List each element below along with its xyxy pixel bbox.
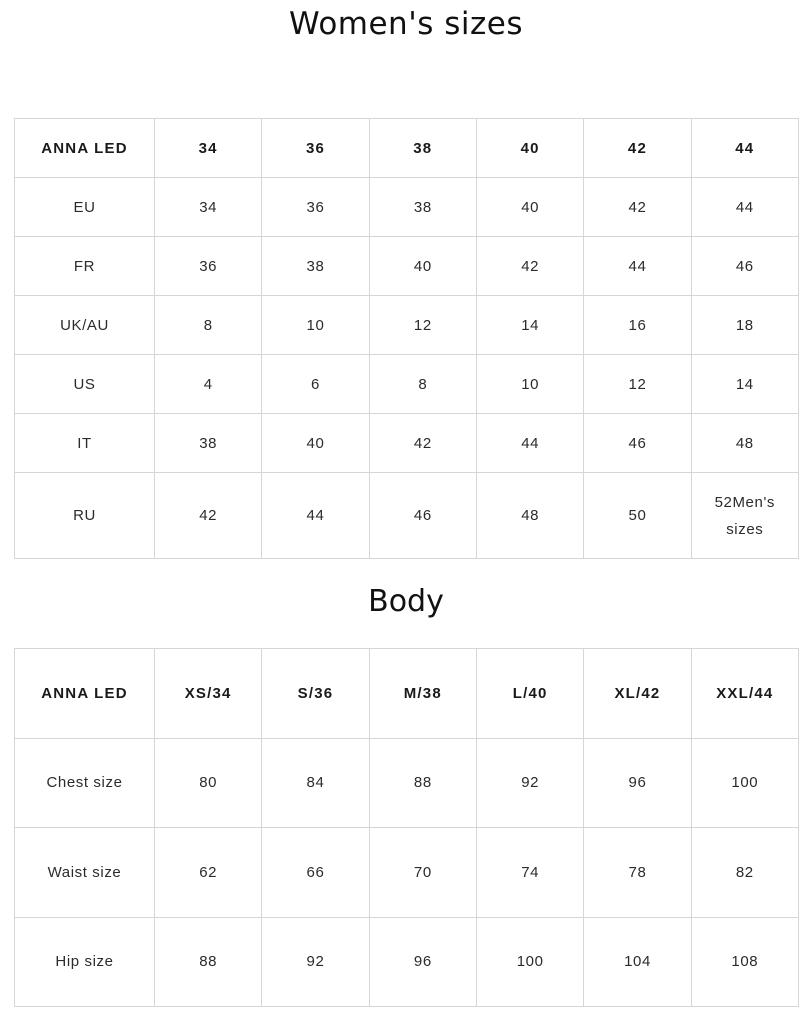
table-row [15, 178, 799, 237]
table-cell: 14 [476, 296, 583, 355]
table-cell: 42 [584, 178, 691, 237]
table-cell: 108 [691, 917, 798, 1007]
table-cell: 96 [369, 917, 476, 1007]
table-cell: 92 [262, 917, 369, 1007]
table-cell: 18 [691, 296, 798, 355]
table-cell: 44 [476, 414, 583, 473]
table-cell: 82 [691, 828, 798, 918]
body-measurements-title: Body [368, 584, 444, 619]
header-cell: ANNA LED [15, 649, 155, 739]
row-label-cell: UK/AU [15, 296, 155, 355]
header-cell: 44 [691, 119, 798, 178]
table-cell: 74 [476, 828, 583, 918]
women-sizes-title: Women's sizes [288, 6, 523, 42]
row-label-cell: Chest size [15, 738, 155, 828]
table-cell: 34 [155, 178, 262, 237]
table-cell: 46 [691, 237, 798, 296]
table-cell: 38 [262, 237, 369, 296]
table-row [15, 355, 799, 414]
table-cell: 46 [369, 473, 476, 559]
table-cell: 80 [155, 738, 262, 828]
table-cell: 44 [584, 237, 691, 296]
table-cell: 78 [584, 828, 691, 918]
table-cell: 66 [262, 828, 369, 918]
body-measurements-table [14, 648, 799, 1007]
table-row [15, 296, 799, 355]
table-cell: 44 [691, 178, 798, 237]
table-cell: 100 [476, 917, 583, 1007]
table-cell: 70 [369, 828, 476, 918]
table-cell: 92 [476, 738, 583, 828]
row-label-cell: IT [15, 414, 155, 473]
table-cell: 42 [369, 414, 476, 473]
table-cell: 38 [155, 414, 262, 473]
table-cell: 84 [262, 738, 369, 828]
header-cell: M/38 [369, 649, 476, 739]
women-sizes-table [14, 118, 799, 559]
table-cell: 104 [584, 917, 691, 1007]
header-cell: 36 [262, 119, 369, 178]
header-cell: 42 [584, 119, 691, 178]
row-label-cell: US [15, 355, 155, 414]
table-cell: 52Men's sizes [691, 473, 798, 559]
table-row [15, 237, 799, 296]
header-cell: XS/34 [155, 649, 262, 739]
row-label-cell: EU [15, 178, 155, 237]
table-row [15, 473, 799, 559]
table-header-row [15, 119, 799, 178]
table-cell: 40 [476, 178, 583, 237]
table-cell: 40 [369, 237, 476, 296]
table-cell: 16 [584, 296, 691, 355]
table-cell: 48 [476, 473, 583, 559]
table-cell: 50 [584, 473, 691, 559]
header-cell: L/40 [476, 649, 583, 739]
header-cell: S/36 [262, 649, 369, 739]
table-cell: 62 [155, 828, 262, 918]
table-cell: 8 [155, 296, 262, 355]
table-cell: 96 [584, 738, 691, 828]
header-cell: XL/42 [584, 649, 691, 739]
table-cell: 42 [476, 237, 583, 296]
row-label-cell: RU [15, 473, 155, 559]
header-cell: 40 [476, 119, 583, 178]
table-cell: 88 [369, 738, 476, 828]
table-cell: 44 [262, 473, 369, 559]
row-label-cell: Waist size [15, 828, 155, 918]
table-cell: 48 [691, 414, 798, 473]
table-row [15, 828, 799, 918]
table-cell: 10 [476, 355, 583, 414]
table-header-row [15, 649, 799, 739]
table-cell: 100 [691, 738, 798, 828]
header-cell: ANNA LED [15, 119, 155, 178]
table-cell: 88 [155, 917, 262, 1007]
table-cell: 6 [262, 355, 369, 414]
table-cell: 36 [155, 237, 262, 296]
table-row [15, 414, 799, 473]
row-label-cell: FR [15, 237, 155, 296]
table-cell: 4 [155, 355, 262, 414]
header-cell: XXL/44 [691, 649, 798, 739]
table-row [15, 917, 799, 1007]
table-cell: 12 [584, 355, 691, 414]
row-label-cell: Hip size [15, 917, 155, 1007]
table-cell: 46 [584, 414, 691, 473]
table-cell: 42 [155, 473, 262, 559]
table-cell: 38 [369, 178, 476, 237]
table-cell: 36 [262, 178, 369, 237]
table-cell: 10 [262, 296, 369, 355]
table-cell: 14 [691, 355, 798, 414]
header-cell: 34 [155, 119, 262, 178]
table-cell: 12 [369, 296, 476, 355]
table-row [15, 738, 799, 828]
header-cell: 38 [369, 119, 476, 178]
table-cell: 40 [262, 414, 369, 473]
table-cell: 8 [369, 355, 476, 414]
